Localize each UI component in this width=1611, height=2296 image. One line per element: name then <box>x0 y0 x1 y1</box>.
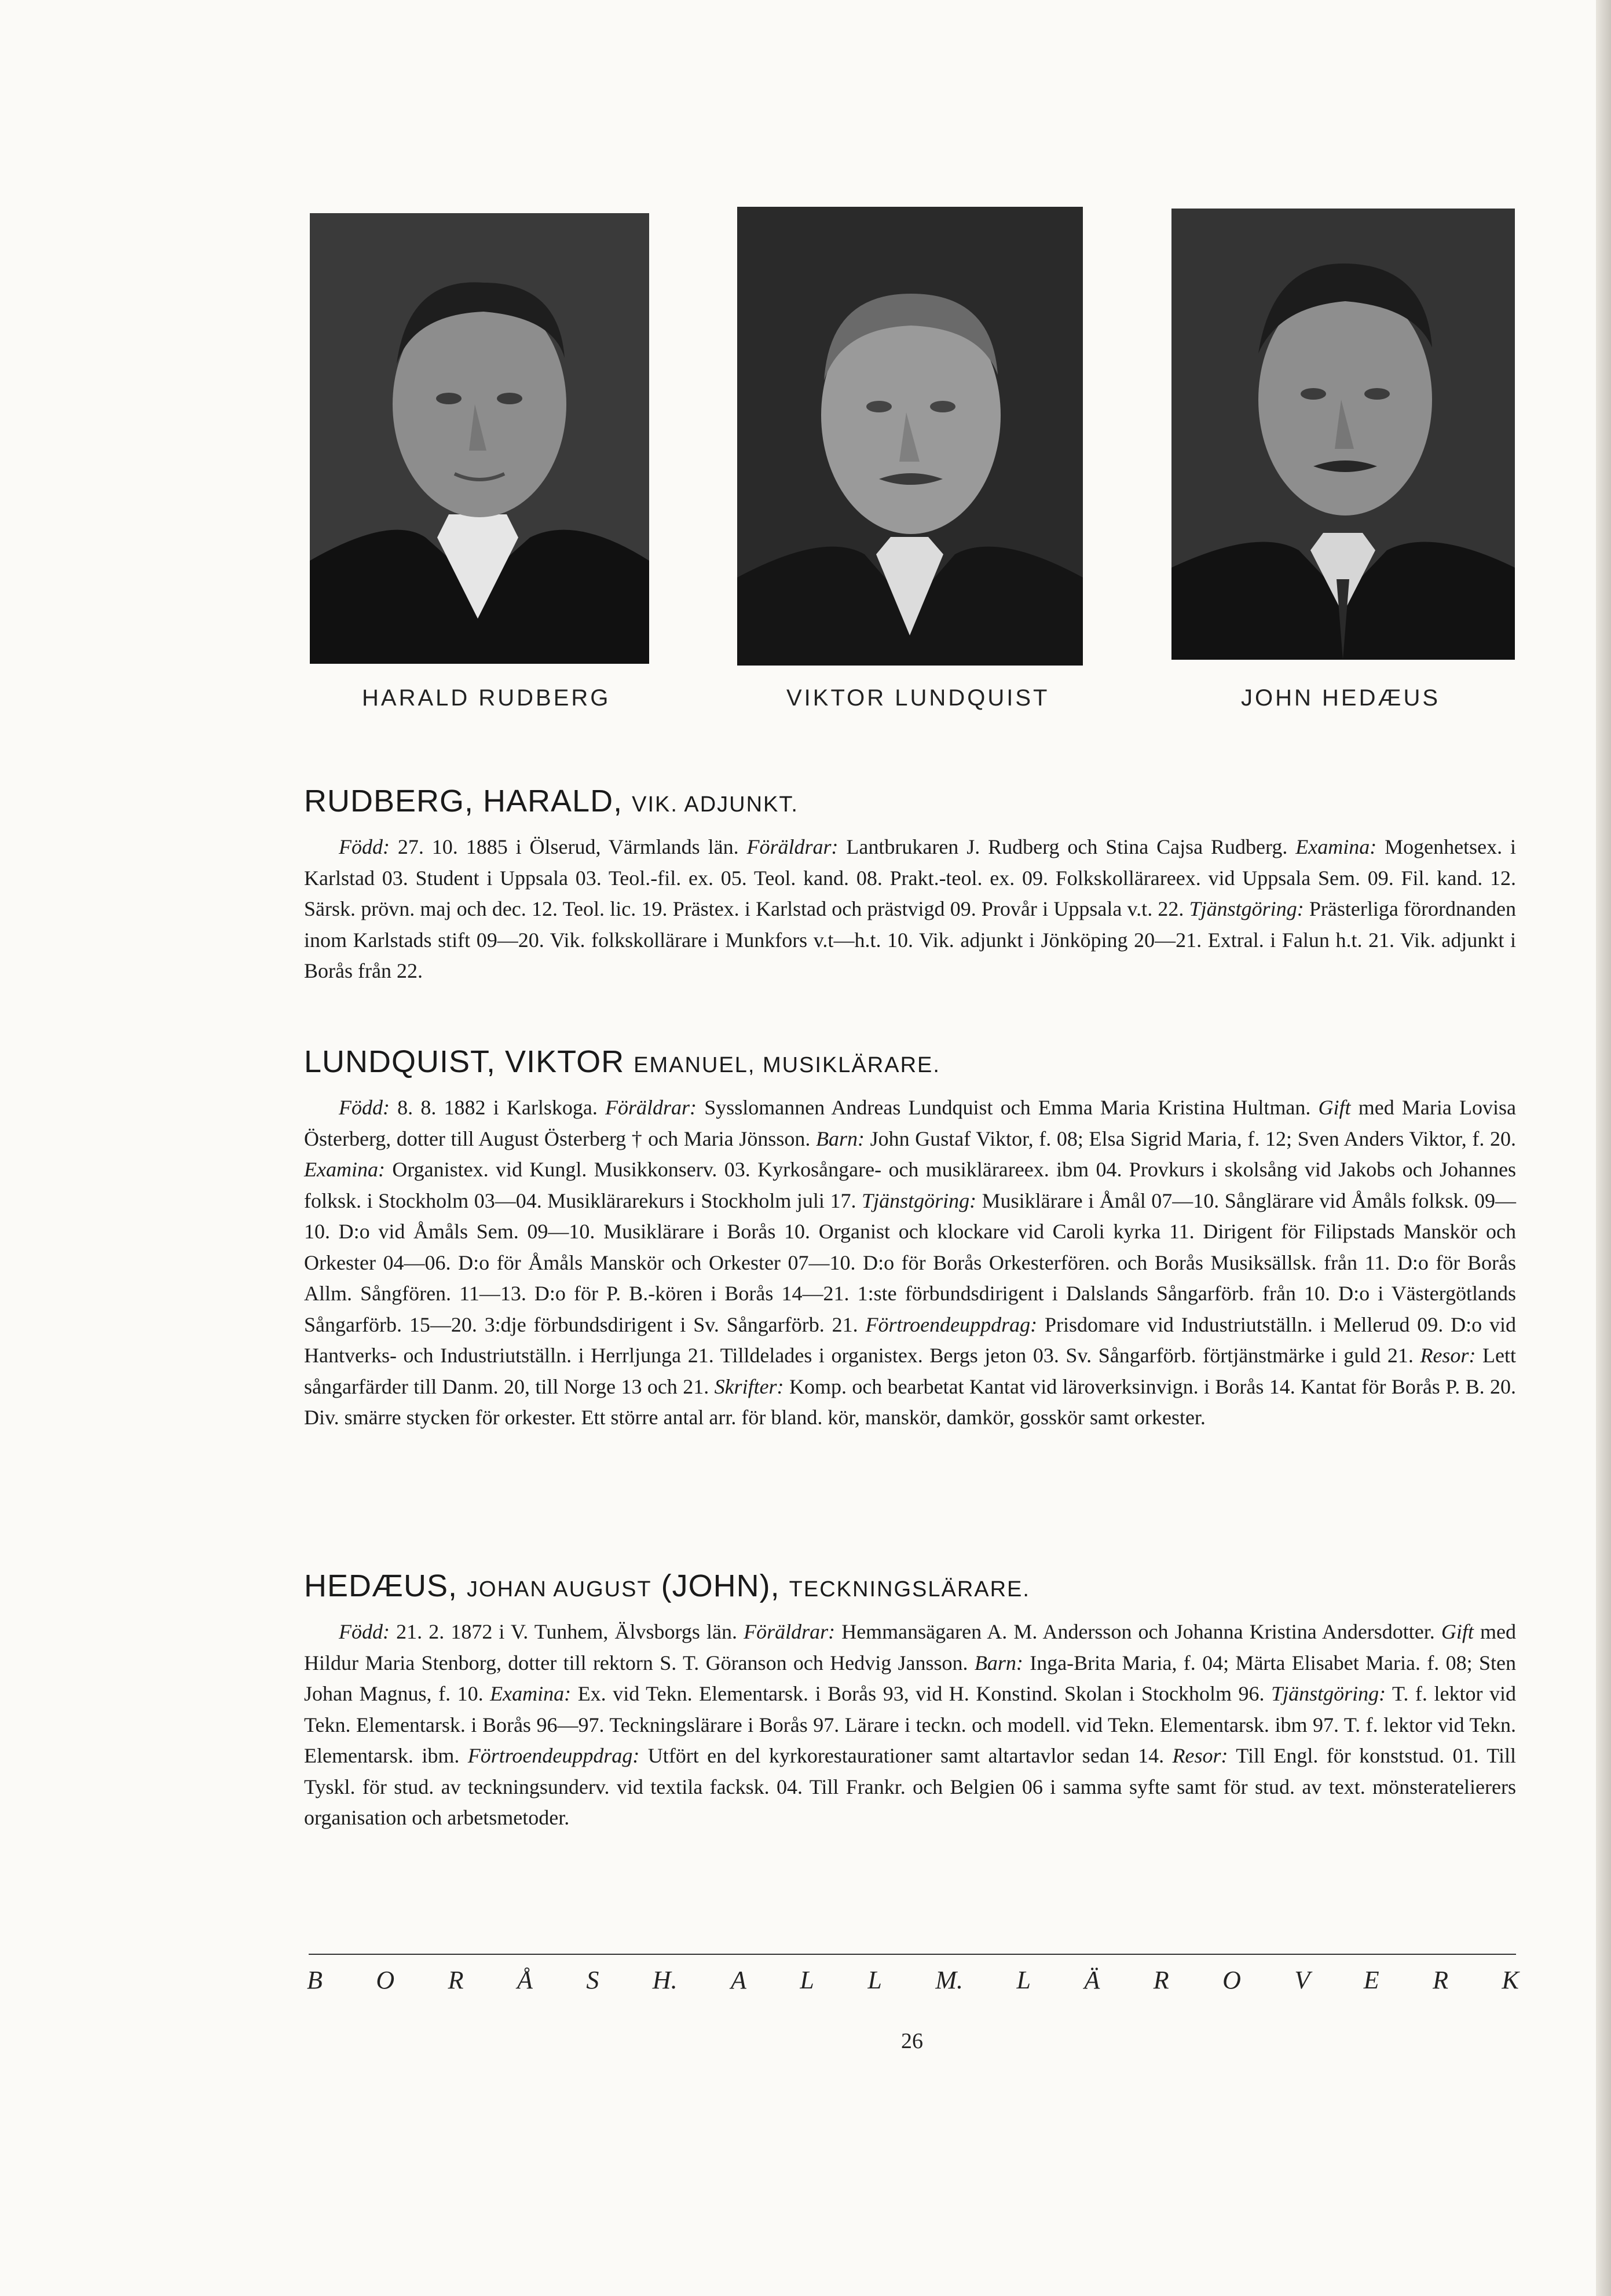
field-text: John Gustaf Viktor, f. 08; Elsa Sigrid Maria, f. 12; Sven Anders Viktor, f. 20. <box>864 1127 1516 1150</box>
field-text: Utfört en del kyrkorestaurationer samt altartavlor sedan 14. <box>639 1744 1173 1767</box>
entry-text <box>304 832 1516 987</box>
page-number: 26 <box>901 2029 923 2053</box>
field-label: Barn: <box>815 1127 865 1150</box>
portrait-photo-harald-rudberg <box>310 213 649 664</box>
footer-letter: K <box>1502 1966 1519 1994</box>
entry-title: JOHAN AUGUST <box>467 1577 652 1602</box>
footer-letter: R <box>448 1966 464 1994</box>
footer-letter: A <box>731 1966 746 1994</box>
portrait-caption: VIKTOR LUNDQUIST <box>786 685 1050 711</box>
field-label: Föräldrar: <box>605 1096 697 1119</box>
footer-letter: O <box>376 1966 395 1994</box>
field-text: Hemmansägaren A. M. Andersson och Johanna Kristina Andersdotter. <box>835 1620 1441 1643</box>
field-label: Född: <box>339 1096 390 1119</box>
field-text: 27. 10. 1885 i Ölserud, Värmlands län. <box>389 835 747 858</box>
portrait-row <box>0 0 1611 753</box>
field-label: Resor: <box>1172 1744 1228 1767</box>
footer-letter: S <box>586 1966 599 1994</box>
field-text: Mogenhetsex. i Karlstad 03. Student i Uppsala 03. Teol.-fil. ex. 05. Teol. kand. 08. Prakt.-teol. ex. 09. Folkskollärareex. vid Uppsala Sem. 09. Fil. kand. 12. Särsk. prövn. maj och dec. 12. Teol. lic. 19. Prästex. i Karlstad och prästvigd 09. Provår i Uppsala v.t. 22. <box>304 835 1516 920</box>
footer-letter: L <box>867 1966 882 1994</box>
portrait-caption: JOHN HEDÆUS <box>1241 685 1441 711</box>
entry-name: HEDÆUS, <box>304 1569 458 1603</box>
entry-heading <box>304 1043 1516 1084</box>
field-label: Examina: <box>490 1682 572 1705</box>
footer-letter: M. <box>935 1966 963 1994</box>
field-label: Gift <box>1441 1620 1474 1643</box>
footer-rule <box>309 1954 1516 1955</box>
footer-letter: B <box>307 1966 323 1994</box>
field-label: Förtroendeuppdrag: <box>865 1312 1038 1336</box>
entry-title: EMANUEL, MUSIKLÄRARE. <box>634 1053 940 1077</box>
field-text: med Maria Lovisa Österberg, dotter till August Österberg † och Maria Jönsson. <box>304 1096 1516 1150</box>
field-text: Lantbrukaren J. Rudberg och Stina Cajsa Rudberg. <box>838 835 1296 858</box>
footer-letter: Ä <box>1084 1966 1100 1994</box>
entry-name: LUNDQUIST, VIKTOR <box>304 1044 625 1079</box>
biography-entry <box>304 1043 1516 1434</box>
footer-letter: L <box>800 1966 814 1994</box>
field-text: Musiklärare i Åmål 07—10. Sånglärare vid Åmåls folksk. 09—10. D:o vid Åmåls Sem. 09—10. Musiklärare i Borås 10. Organist och klockare vid Caroli kyrka 11. Dirigent för Filipstads Manskör och Orkester 04—06. D:o för Åmåls Manskör och Orkester 07—10. D:o för Borås Orkesterfören. och Borås Musiksällsk. från 11. D:o för Borås Allm. Sångfören. 11—13. D:o för P. B.-kören i Borås 14—21. 1:ste förbundsdirigent i Dalslands Sångarförb. från 10. D:o i Västergötlands Sångarförb. 15—20. 3:dje förbundsdirigent i Sv. Sångarförb. 21. <box>304 1189 1516 1336</box>
entry-name: RUDBERG, HARALD, <box>304 784 623 818</box>
field-label: Tjänstgöring: <box>1189 897 1304 920</box>
portrait-photo-john-hedaeus <box>1171 209 1515 660</box>
portrait-photo-viktor-lundquist <box>737 207 1083 666</box>
footer-letter: R <box>1153 1966 1169 1994</box>
field-text: Till Engl. för konststud. 01. Till Tyskl. för stud. av teckningsunderv. vid textila facksk. 04. Till Frankr. och Belgien 06 i samma syfte samt för stud. av text. mönsteratelierers organisation och arbetsmetoder. <box>304 1744 1517 1829</box>
footer-letter: V <box>1294 1966 1310 1994</box>
field-text: Lett sångarfärder till Danm. 20, till Norge 13 och 21. <box>304 1344 1516 1398</box>
field-text: Ex. vid Tekn. Elementarsk. i Borås 93, vid H. Konstind. Skolan i Stockholm 96. <box>571 1682 1272 1705</box>
portrait-image <box>310 213 649 664</box>
field-text: med Hildur Maria Stenborg, dotter till rektorn S. T. Göranson och Hedvig Jansson. <box>304 1620 1516 1675</box>
field-text: 21. 2. 1872 i V. Tunhem, Älvsborgs län. <box>389 1620 744 1643</box>
field-label: Föräldrar: <box>744 1620 836 1643</box>
footer-letter: H. <box>652 1966 678 1994</box>
footer-letter: Å <box>517 1966 533 1994</box>
field-label: Examina: <box>304 1158 385 1181</box>
field-label: Resor: <box>1420 1344 1476 1367</box>
field-text: T. f. lektor vid Tekn. Elementarsk. i Borås 96—97. Teckningslärare i Borås 97. Lärare i teckn. och modell. vid Tekn. Elementarsk. ibm 97. T. f. lektor vid Tekn. Elementarsk. ibm. <box>304 1682 1516 1767</box>
biography-entry <box>304 782 1516 987</box>
field-label: Tjänstgöring: <box>1271 1682 1386 1705</box>
footer-letter: E <box>1363 1966 1379 1994</box>
running-footer <box>307 1965 1519 1995</box>
entry-name-secondary: (JOHN), <box>661 1569 780 1603</box>
field-label: Född: <box>339 835 390 858</box>
field-label: Född: <box>339 1620 390 1643</box>
field-text: Prästerliga förordnanden inom Karlstads stift 09—20. Vik. folkskollärare i Munkfors v.t—h.t. 10. Vik. adjunkt i Jönköping 20—21. Extral. i Falun h.t. 21. Vik. adjunkt i Borås från 22. <box>304 897 1517 982</box>
field-label: Barn: <box>974 1651 1023 1675</box>
entry-title-secondary: TECKNINGSLÄRARE. <box>789 1577 1030 1602</box>
field-label: Gift <box>1318 1096 1351 1119</box>
field-text: Komp. och bearbetat Kantat vid läroverksinvign. i Borås 14. Kantat för Borås P. B. 20. Div. smärre stycken för orkester. Ett större antal arr. för bland. kör, manskör, damkör, gosskör samt orkester. <box>304 1374 1516 1429</box>
field-text: Organistex. vid Kungl. Musikkonserv. 03. Kyrkosångare- och musiklärareex. ibm 04. Provkurs i skolsång vid Jakobs och Johannes folksk. i Stockholm 03—04. Musiklärarekurs i Stockholm juli 17. <box>304 1158 1516 1212</box>
field-label: Tjänstgöring: <box>862 1189 977 1212</box>
entry-heading <box>304 1567 1516 1608</box>
footer-letter: R <box>1433 1966 1448 1994</box>
footer-letter: O <box>1222 1966 1241 1994</box>
entry-heading <box>304 782 1516 824</box>
entry-title: VIK. ADJUNKT. <box>632 792 799 817</box>
field-label: Skrifter: <box>714 1374 784 1398</box>
entry-text <box>304 1092 1516 1434</box>
field-text: 8. 8. 1882 i Karlskoga. <box>389 1096 606 1119</box>
footer-letter: L <box>1016 1966 1031 1994</box>
portrait-caption: HARALD RUDBERG <box>362 685 611 711</box>
field-text: Prisdomare vid Industriutställn. i Mellerud 09. D:o vid Hantverks- och Industriutställn. i Herrljunga 21. Tilldelades i organistex. Bergs jeton 03. Sv. Sångarförb. förtjänstmärke i guld 21. <box>304 1312 1517 1367</box>
field-text: Inga-Brita Maria, f. 04; Märta Elisabet Maria. f. 08; Sten Johan Magnus, f. 10. <box>304 1651 1516 1705</box>
biography-entry <box>304 1567 1516 1834</box>
field-label: Examina: <box>1295 835 1377 858</box>
field-label: Föräldrar: <box>746 835 839 858</box>
portrait-image <box>1171 209 1515 660</box>
portrait-image <box>737 207 1083 666</box>
entry-text <box>304 1617 1516 1834</box>
field-text: Sysslomannen Andreas Lundquist och Emma Maria Kristina Hultman. <box>697 1096 1319 1119</box>
field-label: Förtroendeuppdrag: <box>467 1744 640 1767</box>
